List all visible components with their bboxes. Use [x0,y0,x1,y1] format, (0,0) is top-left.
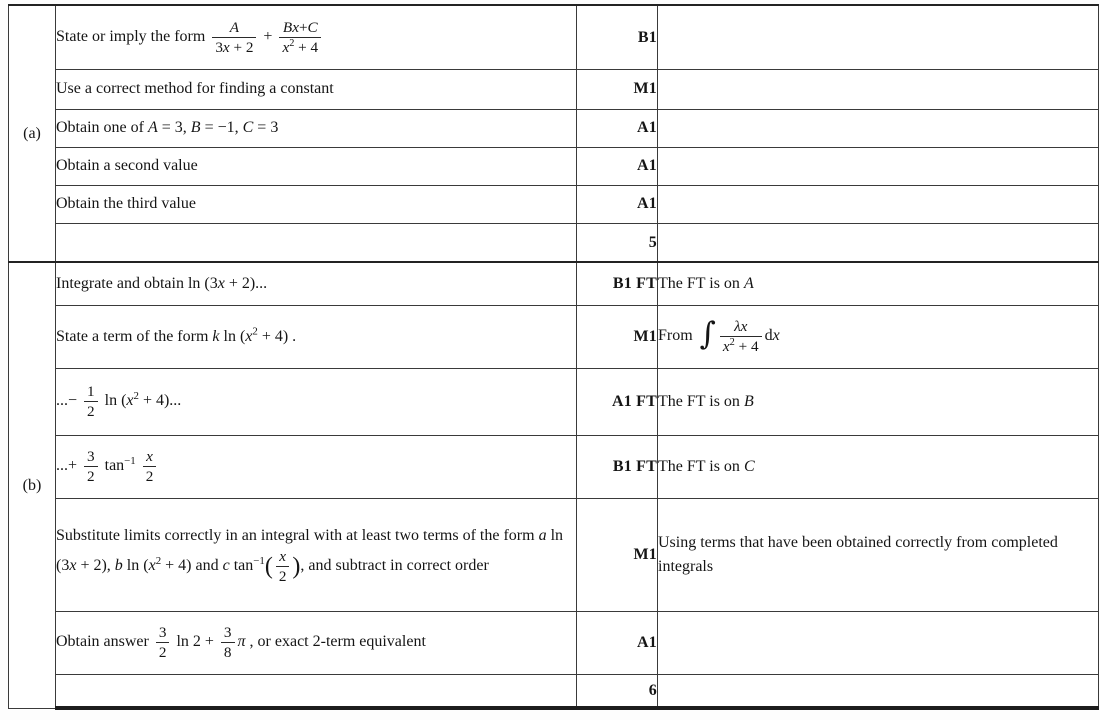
table-row [9,435,1099,498]
mark-cell: A1 FT [577,368,658,435]
table-row [9,109,1099,147]
mark-cell: B1 FT [577,435,658,498]
mark-cell: A1 [577,185,658,223]
desc-cell: Use a correct method for finding a constant [56,69,577,109]
comment-cell [658,223,1099,262]
comment-cell [658,109,1099,147]
desc-cell: Obtain the third value [56,185,577,223]
mark-cell: B1 [577,5,658,69]
mark-scheme-table [8,4,1099,710]
desc-cell: State or imply the form $\frac{A}{3x + 2}$ + $\frac{Bx+C}{x^2 + 4}$ [56,5,577,69]
comment-cell [658,5,1099,69]
mark-cell: M1 [577,498,658,611]
comment-cell [658,185,1099,223]
table-row [9,147,1099,185]
part-label-b: (b) [9,262,56,708]
comment-cell [658,147,1099,185]
table-row [9,305,1099,368]
table-row [9,368,1099,435]
table-row [9,185,1099,223]
table-row [9,5,1099,69]
mark-cell: B1 FT [577,262,658,305]
total-marks-a: 5 [577,223,658,262]
table-row-total-b [9,674,1099,708]
comment-cell: From ∫ $\frac{\lambda x}{x^2 + 4}$ dx [658,305,1099,368]
table-row [9,262,1099,305]
comment-cell: Using terms that have been obtained correctly from completed integrals [658,498,1099,611]
comment-cell: The FT is on A [658,262,1099,305]
mark-cell: A1 [577,109,658,147]
desc-cell: Obtain answer $\frac{3}{2}$ ln 2 + $\frac{3}{8}$ π , or exact 2-term equivalent [56,611,577,674]
mark-cell: M1 [577,305,658,368]
comment-cell: The FT is on C [658,435,1099,498]
table-row [9,498,1099,611]
comment-cell [658,69,1099,109]
part-label-a: (a) [9,5,56,262]
desc-cell: Obtain a second value [56,147,577,185]
mark-cell: A1 [577,147,658,185]
total-marks-b: 6 [577,674,658,708]
desc-cell [56,223,577,262]
mark-cell: A1 [577,611,658,674]
mark-cell: M1 [577,69,658,109]
desc-cell: ...+ $\frac{3}{2}$ $\tan^{-1}$ $\frac{x}{2}$ [56,435,577,498]
comment-cell [658,611,1099,674]
desc-cell [56,674,577,708]
desc-cell: ...− $\frac{1}{2}$ $\ln (x^2 + 4)$... [56,368,577,435]
desc-cell: Obtain one of A = 3, B = −1, C = 3 [56,109,577,147]
comment-cell [658,674,1099,708]
table-row [9,611,1099,674]
table-row [9,69,1099,109]
desc-cell: State a term of the form k $\ln (x^2 + 4)$ . [56,305,577,368]
table-row-total-a [9,223,1099,262]
comment-cell: The FT is on B [658,368,1099,435]
desc-cell: Integrate and obtain ln (3x + 2)... [56,262,577,305]
desc-cell: Substitute limits correctly in an integral with at least two terms of the form a ln (3x + 2), b $\ln (x^2 + 4)$ and c $\tan^{-1}$( $\frac{x}{2}$ ), and subtract in correct order [56,498,577,611]
